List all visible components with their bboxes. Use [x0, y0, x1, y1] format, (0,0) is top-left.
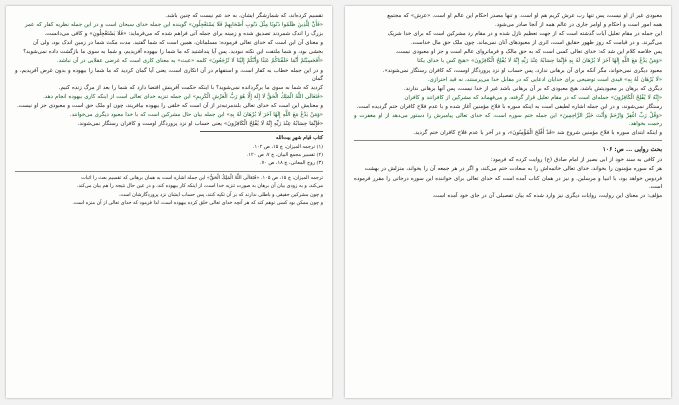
divider	[15, 171, 323, 172]
footnote-body: می‌کند، و به زودی بیان آن برهان به صورت تنزیه خدا است، از اینکه کار بیهوده کند، و در عین حال نتیجه را هم بیان می‌کند.	[76, 183, 323, 190]
quranic-verse: «وَمَنْ يَدْعُ مَعَ اللَّهِ إِلَهًا آخَرَ لَا بُرْهَانَ لَهُ بِهِ» این جمله بیان حال مشرکین است که با خدا معبود دیگری می‌خوانند.	[69, 112, 323, 119]
paragraph: و اینکه ابتدای سوره با فلاح مؤمنین شروع شد «قَدْ أَفْلَحَ الْمُؤْمِنُونَ»، و در آخر با عدم فلاح کافران ختم گردید.	[413, 130, 662, 137]
paragraph: معبود دیگری نمی‌خواند، مگر آنکه برای آن برهانی ندارد، پس حساب او نزد پروردگار اوست، که کافران رستگار نمی‌شوند».	[382, 67, 662, 74]
right-page	[345, 6, 671, 398]
paragraph: و معنای آن این است که خدای تعالی فرموده: مسلمانان، همین است که شما گفتید. مدت مکث شما در زمین اندک بود، ولی آن	[32, 40, 323, 47]
left-page	[6, 6, 332, 398]
quranic-verse: «وَمَنْ يَدْعُ مَعَ اللَّهِ إِلَهًا آخَرَ لَا بُرْهَانَ لَهُ بِهِ فَإِنَّمَا حِسَابُهُ عِنْدَ رَبِّهِ إِنَّهُ لَا يُفْلِحُ الْكَافِرُونَ» «هیچ کس با خدای یکتا	[417, 58, 662, 65]
paragraph: فردوس خواهد بود، با انبیا و مرسلین. و نیز در همان کتاب آمده است که خدای تعالی برای خواننده این سوره درجاتی را مقرر فرموده است.	[354, 175, 662, 190]
paragraph: و در این جمله خطاب به کفار است، و استفهام در آن انکاری است، یعنی آیا گمان کردید که ما شما را بیهوده و بدون غرض آفریدیم، و گمان	[15, 67, 323, 82]
divider	[354, 140, 662, 141]
paragraph: «فَإِنَّمَا حِسَابُهُ عِنْدَ رَبِّهِ إِنَّهُ لَا يُفْلِحُ الْكَافِرُونَ» یعنی حساب او نزد پروردگار اوست و کافران رستگار نمی‌شوند.	[77, 121, 323, 128]
footnote-body: و چون مشرکین حقیقی و باطلی ندارند که بر آن تکیه کنند، پس حساب ایشان نزد پروردگارشان است.	[118, 191, 323, 198]
paragraph: بزرگ را اندک شمردند تصدیق شده و زمینه برای جمله آتی فراهم شده که می‌فرماید: «فَلَا یَسْتَعْجِلُونِ» و کافی می‌دانست.	[44, 31, 323, 38]
quranic-verse: «إِنَّهُ لَا يُفْلِحُ الْكَافِرُونَ» جمله‌ای است که در مقام تعلیل قرار گرفته، و می‌فهماند که مشرکین از کافرانند و کافران	[404, 94, 662, 101]
footnote: (۱) ترجمه المیزان، ج ۱۵، ص ۱۰۲.	[252, 143, 323, 150]
paragraph: پس خلاصه کلام این شد که: خدای تعالی کسی است که به حق مالک و فرمانروای عالم است و جز او معبودی نیست.	[395, 49, 662, 56]
quranic-verse: «وَقُلْ رَبِّ اغْفِرْ وَارْحَمْ وَأَنْتَ خَيْرُ الرَّاحِمِينَ» این جمله ختم سوره است، که خدای تعالی پیامبرش را دستور می‌دهد از او مغفرت و رحمت بخواهد.	[354, 113, 662, 128]
section-heading: بحث روایی ... ص: ۱۰۶	[602, 146, 662, 154]
paragraph: هر که سوره مؤمنون را بخواند، خدای تعالی خاتمه‌اش را به سعادت ختم می‌کند، و اگر در هر جمعه آن را بخواند، منزلش در بهشت	[364, 166, 662, 173]
paragraph: و معنایش این است که خدای تعالی بلندمرتبه‌تر از آن است که خلقی را بیهوده بیافریند، چون او ملک حق است و معبودی جز او نیست.	[17, 102, 323, 109]
paragraph: در کافی به سند خود از ابی بصیر از امام صادق (ع) روایت کرده که فرمود:	[490, 157, 662, 164]
paragraph: تقسیم کرده‌اند، که شمارشگر ایشان، به حد عم نیست که چنین باشد.	[165, 13, 323, 19]
paragraph: بخشی بود، و شما ملتفت این نکته نبودید. پس آیا پنداشتید که ما شما را بیهوده آفریدیم، و شما به سوی ما بازگشت داده نمی‌شوید؟	[23, 49, 323, 56]
paragraph: همه امور است و احکام و اوامر جاری در عالم همه از آنجا صادر می‌شود.	[495, 22, 662, 29]
paragraph: می‌گیرند. و در قیامت که روز ظهور حقایق است، اثری از معبودهای آنان نمی‌ماند. چون ملک حق مال خداست.	[410, 40, 662, 47]
footnote: (۳) روح المعانی، ج ۱۸، ص ۷۰.	[260, 160, 323, 167]
footnote-body: و چون ممکن بود کسی توهم کند که هر آنچه خدای تعالی خلق کرده بیهوده است، لذا فرمود که خدای تعالی از آن منزه است.	[72, 200, 323, 207]
quranic-verse: «فَتَعَالَى اللَّهُ الْمَلِكُ الْحَقُّ لَا إِلَهَ إِلَّا هُوَ رَبُّ الْعَرْشِ الْكَرِيمِ» این جمله تنزیه خدای تعالی است از اینکه کاری بیهوده انجام دهد.	[43, 93, 323, 100]
footnote-body: ترجمه المیزان، ج ۱۵، ص ۱۰۵. «فَتَعَالَى اللَّهُ الْمَلِكُ الْحَقُّ» این جمله اشاره است به همان برهانی که تقسیم بعث را اثبات	[81, 174, 323, 181]
footnote-title: کتاب قیام شهرِ بیت‌الله	[275, 135, 323, 142]
paragraph: رستگار نمی‌شوند، و در این جمله اشاره لطیفی است به اینکه سوره با فلاح مؤمنین آغاز شده و با عدم فلاح کافران ختم گردیده است.	[356, 103, 662, 110]
quranic-verse: «لَا بُرْهَانَ لَهُ بِهِ» قیدی است توضیحی برای خدایان ادعایی که در مقابل خدا می‌پرستند، نه قید احترازی.	[427, 76, 662, 83]
footnote: (۲) تفسیر مجمع البیان، ج ۷، ص ۱۲۰.	[246, 152, 323, 159]
paragraph: معبودی غیر از او نیست، پس تنها رب عرش کریم هم او است. و تنها مصدر احکام این عالم او است. «عرش» که مجتمع	[387, 13, 662, 19]
footnote-divider	[200, 131, 323, 132]
quranic-verse: «أَفَحَسِبْتُمْ أَنَّمَا خَلَقْنَاكُمْ عَبَثًا وَأَنَّكُمْ إِلَيْنَا لَا تُرْجَعُونَ» کلمه «عبث» به معنای کاری است که غرضی عقلایی در آن نباشد.	[56, 58, 323, 65]
quranic-verse: «فَأَنَّ لِلَّذِینَ ظَلَمُوا ذَنُوبًا مِثْلَ ذَنُوبِ أَصْحَابِهِمْ فَلَا یَسْتَعْجِلُونِ» گوینده این جمله خدای سبحان است و در این جمله نظریه کفار که عمر	[24, 22, 323, 29]
paragraph: کردید که شما به سوی ما برگردانده نمی‌شوید؟ با اینکه حکمت آفرینش اقتضا دارد که شما را بعد از مرگ زنده کنیم.	[58, 84, 323, 91]
paragraph: این جمله در مقام تعلیل آیات گذشته است که از جهت تعظیم نازل شده و در مقام رد مشرکین است که برای خدا شریک	[387, 31, 662, 38]
paragraph: مؤلف: در معنای این روایت، روایات دیگری نیز وارد شده که بیان تفصیلی آن در جای خود آمده است.	[432, 192, 662, 199]
paragraph: دیگری که برهان بر معبودیتش باشد، هیچ معبودی که بر آن برهانی باشد غیر از خدا نیست، پس آنها برهانی ندارند.	[403, 85, 662, 92]
